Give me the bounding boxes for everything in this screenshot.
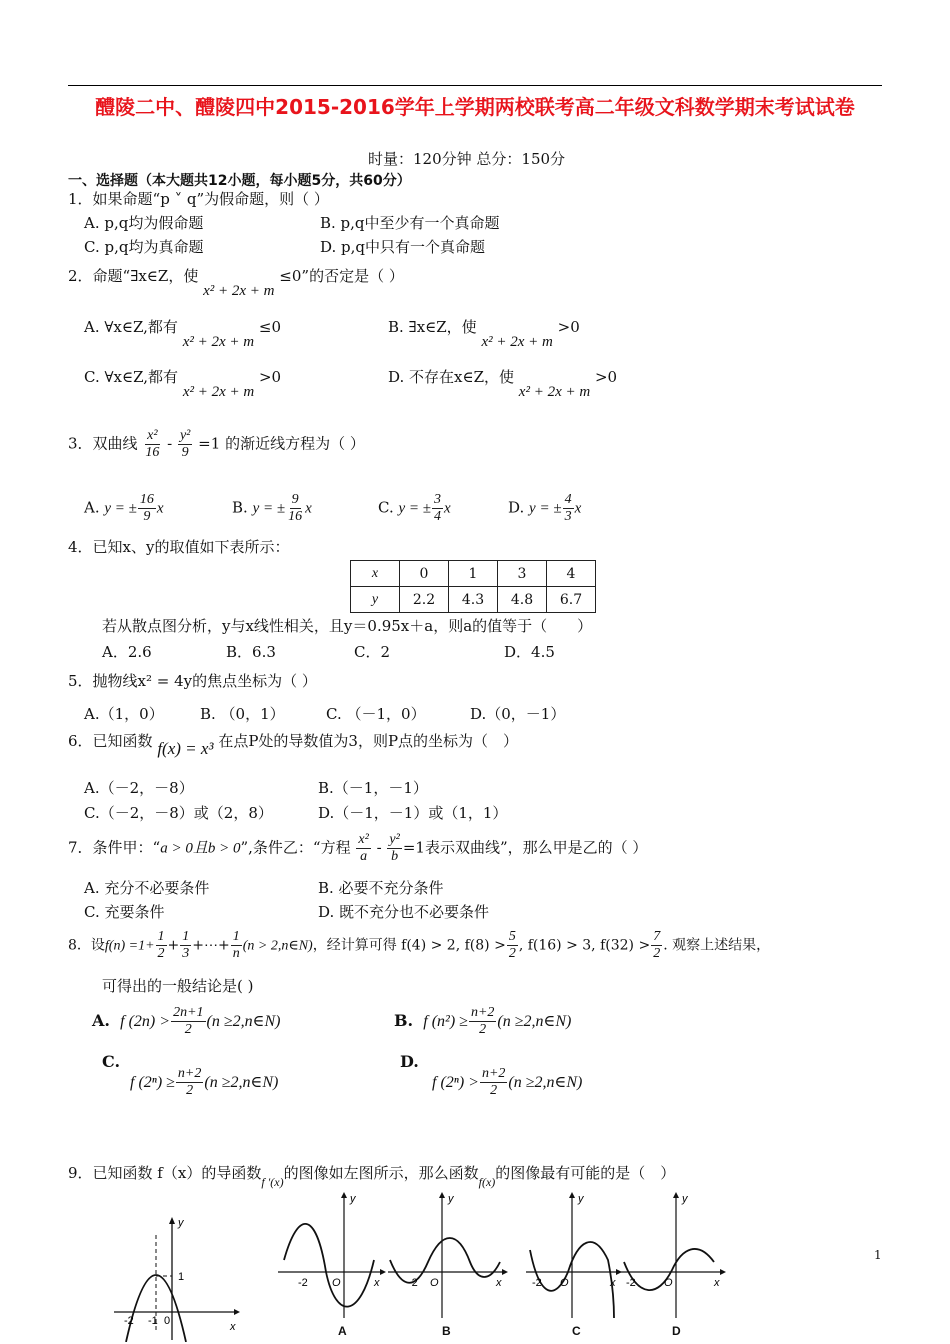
q9-derivative-graph xyxy=(106,1212,246,1342)
q8-option-d: f (2ⁿ) > $\frac{n+2}{2}$ (n ≥2,n∈N) xyxy=(432,1066,583,1098)
svg-text:-2: -2 xyxy=(408,1277,418,1289)
q9-graph-d xyxy=(618,1190,728,1320)
q9-stem: 9．已知函数 f（x）的导函数$_{f '(x)}$的图像如左图所示，那么函数$_{f(x)}$的图像最有可能的是（ ） xyxy=(68,1164,676,1189)
q6-option-d: D.（－1，－1）或（1，1） xyxy=(318,804,508,822)
q8-line2: 可得出的一般结论是( ) xyxy=(102,977,254,995)
q4-option-b: B．6.3 xyxy=(226,643,276,661)
q8-stem: 8．设f(n) =1+ $\frac{1}{2}$ + $\frac{1}{3}$ +⋯+ $\frac{1}{n}$ (n > 2,n∈N)，经计算可得 f(4) > 2, f(8) > $\frac{5}{2}$ , f(16) > 3, f(32) > $\frac{7}{2}$ . 观察上述结果， xyxy=(68,929,771,961)
q3-option-c: C. y = ± $\frac{3}{4}$ x xyxy=(378,492,451,524)
q6-option-b: B.（－1，－1） xyxy=(318,779,428,797)
q9-option-c-label: C xyxy=(572,1324,581,1338)
q1-option-b: B. p,q中至少有一个真命题 xyxy=(320,214,500,232)
svg-text:y: y xyxy=(578,1193,584,1205)
q8-option-b: B. f (n²) ≥ $\frac{n+2}{2}$ (n ≥2,n∈N) xyxy=(394,1005,572,1037)
q9-graph-a xyxy=(276,1190,386,1320)
y-label: y xyxy=(178,1217,184,1229)
q4-xy-table xyxy=(350,560,596,613)
q7-stem: 7．条件甲：“a > 0且b > 0”,条件乙：“方程 $\frac{\text{x²}}{a}$ - $\frac{\text{y²}}{b}$ =1表示双曲线”，那么甲是乙的（ ） xyxy=(68,832,648,864)
x-label: x xyxy=(230,1321,236,1333)
q9-option-b-label: B xyxy=(442,1324,451,1338)
q4-stem: 4．已知x、y的取值如下表所示： xyxy=(68,538,290,556)
q1-option-d: D. p,q中只有一个真命题 xyxy=(320,238,486,256)
svg-text:-2: -2 xyxy=(626,1277,636,1289)
q5-option-b: B. （0，1） xyxy=(200,705,285,723)
svg-text:x: x xyxy=(496,1277,502,1289)
q5-option-d: D.（0，－1） xyxy=(470,705,566,723)
q1-option-c: C. p,q均为真命题 xyxy=(84,238,204,256)
neg2-label: -2 xyxy=(124,1315,134,1327)
table-row: y 2.2 4.3 4.8 6.7 xyxy=(351,587,596,613)
q2-option-a: A. ∀x∈Z,都有 x² + 2x + m ≤0 xyxy=(84,318,281,350)
q8-option-c-label: C. xyxy=(102,1052,121,1071)
q2-option-d: D. 不存在x∈Z，使 x² + 2x + m >0 xyxy=(388,368,618,400)
svg-text:y: y xyxy=(448,1193,454,1205)
neg1-label: -1 xyxy=(148,1315,158,1327)
q2-option-c: C. ∀x∈Z,都有 x² + 2x + m >0 xyxy=(84,368,282,400)
page-number: 1 xyxy=(874,1248,882,1262)
q3-option-d: D. y = ± $\frac{4}{3}$ x xyxy=(508,492,582,524)
svg-text:O: O xyxy=(332,1277,341,1289)
q4-line2: 若从散点图分析，y与x线性相关，且y＝0.95x＋a，则a的值等于（ ） xyxy=(102,617,593,635)
q8-option-c: f (2ⁿ) ≥ $\frac{n+2}{2}$ (n ≥2,n∈N) xyxy=(130,1066,279,1098)
q3-frac-x: $\frac{\text{x²}}{16}$ xyxy=(145,428,160,460)
svg-text:y: y xyxy=(682,1193,688,1205)
svg-text:-2: -2 xyxy=(532,1277,542,1289)
q4-option-d: D．4.5 xyxy=(504,643,555,661)
q6-option-a: A.（－2，－8） xyxy=(84,779,194,797)
q2-stem xyxy=(68,265,404,299)
q9-option-d-label: D xyxy=(672,1324,681,1338)
q7-option-a: A. 充分不必要条件 xyxy=(84,879,210,897)
zero-label: 0 xyxy=(164,1315,171,1327)
svg-text:x: x xyxy=(610,1277,616,1289)
svg-text:y: y xyxy=(350,1193,356,1205)
q5-option-c: C. （－1，0） xyxy=(326,705,426,723)
q6-stem: 6．已知函数 f(x) = x³ 在点P处的导数值为3，则P点的坐标为（ ） xyxy=(68,732,519,758)
x-axis-arrow xyxy=(234,1309,240,1315)
section-heading: 一、选择题（本大题共12小题，每小题5分，共60分） xyxy=(68,173,411,189)
q9-graph-c xyxy=(524,1190,624,1320)
q9-option-a-label: A xyxy=(338,1324,347,1338)
one-label: 1 xyxy=(178,1271,185,1283)
q2-stem-b: ≤0”的否定是（ ） xyxy=(279,267,404,285)
q7-option-d: D. 既不充分也不必要条件 xyxy=(318,903,490,921)
exam-title: 醴陵二中、醴陵四中2015-2016学年上学期两校联考高二年级文科数学期末考试试卷 xyxy=(95,95,855,119)
q4-option-c: C．2 xyxy=(354,643,391,661)
q9-graph-b xyxy=(386,1190,510,1320)
q4-option-a: A．2.6 xyxy=(102,643,152,661)
q2-stem-a: 2．命题“∃x∈Z，使 xyxy=(68,267,199,285)
curve xyxy=(284,1224,374,1307)
y-axis-arrow xyxy=(169,1217,175,1224)
q6-option-c: C.（－2，－8）或（2，8） xyxy=(84,804,273,822)
q5-option-a: A.（1，0） xyxy=(84,705,164,723)
svg-text:x: x xyxy=(374,1277,380,1289)
svg-text:-2: -2 xyxy=(298,1277,308,1289)
q8-option-d-label: D. xyxy=(400,1052,419,1071)
q1-option-a: A. p,q均为假命题 xyxy=(84,214,204,232)
q3-stem: 3．双曲线 $\frac{\text{x²}}{16}$ - $\frac{\text{y²}}{9}$ =1 的渐近线方程为（ ） xyxy=(68,428,365,460)
q7-option-b: B. 必要不充分条件 xyxy=(318,879,444,897)
q3-option-a: A. y = ± $\frac{16}{9}$ x xyxy=(84,492,164,524)
q2-stem-expr: x² + 2x + m xyxy=(203,283,275,299)
q7-option-c: C. 充要条件 xyxy=(84,903,165,921)
svg-text:O: O xyxy=(664,1277,673,1289)
header-rule xyxy=(68,85,882,86)
q3-option-b: B. y = ± $\frac{9}{16}$ x xyxy=(232,492,312,524)
q5-stem: 5．抛物线x² = 4y的焦点坐标为（ ） xyxy=(68,672,317,690)
svg-text:O: O xyxy=(560,1277,569,1289)
q1-stem: 1．如果命题“p ˅ q”为假命题，则（ ） xyxy=(68,190,329,208)
q2-option-b: B. ∃x∈Z，使 x² + 2x + m >0 xyxy=(388,318,580,350)
curve xyxy=(390,1238,500,1283)
q3-frac-y: $\frac{\text{y²}}{9}$ xyxy=(179,428,191,460)
q8-option-a: A. f (2n) > $\frac{2n+1}{2}$ (n ≥2,n∈N) xyxy=(92,1005,281,1037)
table-row: x 0 1 3 4 xyxy=(351,561,596,587)
svg-text:O: O xyxy=(430,1277,439,1289)
svg-text:x: x xyxy=(714,1277,720,1289)
exam-meta: 时量：120分钟 总分：150分 xyxy=(368,150,566,168)
